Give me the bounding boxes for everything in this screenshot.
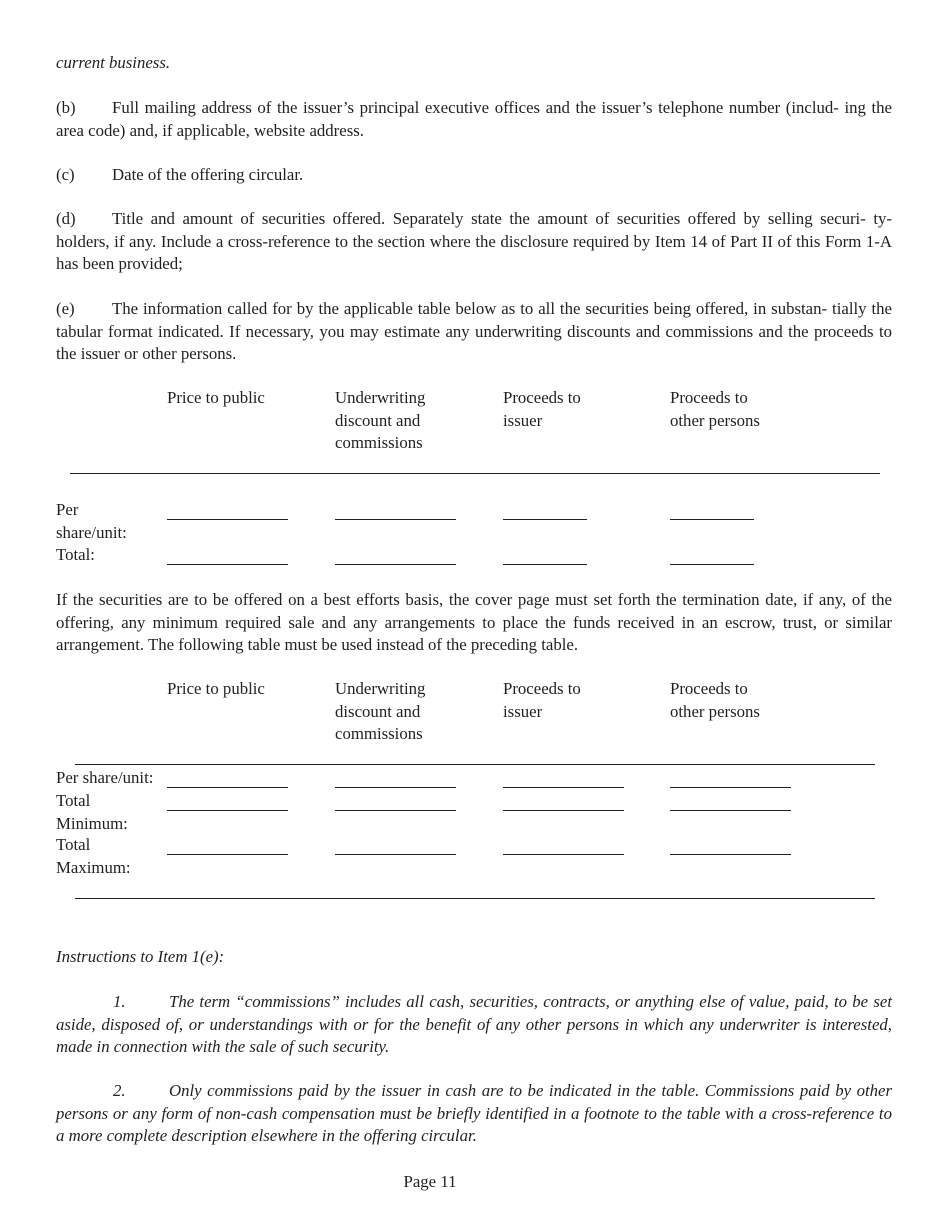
table1-rule — [70, 473, 880, 474]
table2-blank-r1-c4 — [670, 787, 791, 788]
item-b-text: Full mailing address of the issuer’s principal executive offices and the issuer’s telephone number (includ- ing the area code) and, if applicable, website address. — [56, 98, 892, 140]
item-d — [56, 208, 892, 276]
continuation-text: current business. — [56, 53, 171, 72]
table2-blank-r2-c3 — [503, 810, 624, 811]
table1-blank-r2-c1 — [167, 564, 288, 565]
table2-blank-r1-c2 — [335, 787, 456, 788]
table2-blank-r2-c1 — [167, 810, 288, 811]
table1-blank-r2-c3 — [503, 564, 587, 565]
instruction-1 — [56, 991, 892, 1059]
table2-blank-r3-c2 — [335, 854, 456, 855]
table1-blank-r1-c3 — [503, 519, 587, 520]
table2-blank-r1-c1 — [167, 787, 288, 788]
item-c-label: (c) — [56, 165, 75, 184]
table2-header-price: Price to public — [167, 679, 265, 698]
table2-blank-r3-c3 — [503, 854, 624, 855]
table2-rule-top — [75, 764, 875, 765]
item-d-label: (d) — [56, 209, 76, 228]
table2-row-total-minimum: Total Minimum: — [56, 791, 128, 833]
table1-header-proceeds-issuer: Proceeds to issuer — [503, 388, 581, 430]
item-e-label: (e) — [56, 299, 75, 318]
item-c-text: Date of the offering circular. — [112, 165, 304, 184]
item-c — [56, 164, 892, 187]
table1-row-per-share: Per share/unit: — [56, 500, 127, 542]
table1-blank-r2-c2 — [335, 564, 456, 565]
instruction-2-text: Only commissions paid by the issuer in cash are to be indicated in the table. Commissions paid by other persons or any form of non-cash compensation must be briefly identified in a footnote to the table with a cross-reference to a more complete description elsewhere in the offering circular. — [56, 1081, 892, 1145]
instruction-2 — [56, 1080, 892, 1148]
table2-header-proceeds-others: Proceeds to other persons — [670, 679, 760, 721]
table1-blank-r1-c1 — [167, 519, 288, 520]
table2-rule-bottom — [75, 898, 875, 899]
table2-blank-r3-c1 — [167, 854, 288, 855]
instruction-1-number: 1. — [113, 992, 126, 1011]
table1-header-proceeds-others: Proceeds to other persons — [670, 388, 760, 430]
item-b — [56, 97, 892, 142]
table1-blank-r1-c4 — [670, 519, 754, 520]
item-d-text: Title and amount of securities offered. Separately state the amount of securities offered by selling securi- ty- holders, if any. Include a cross-reference to the section where the disclosure required by Item 14 of Part II of this Form 1-A has been provided; — [56, 209, 892, 273]
table2-header-underwriting: Underwriting discount and commissions — [335, 679, 426, 743]
table1-header-underwriting: Underwriting discount and commissions — [335, 388, 426, 452]
item-e — [56, 298, 892, 366]
table1-header-price: Price to public — [167, 388, 265, 407]
instruction-2-number: 2. — [113, 1081, 126, 1100]
item-e-text: The information called for by the applicable table below as to all the securities being offered, in substan- tially the tabular format indicated. If necessary, you may estimate any underwriting discounts and commissions and the proceeds to the issuer or other persons. — [56, 299, 892, 363]
item-b-label: (b) — [56, 98, 76, 117]
table2-row-per-share: Per share/unit: — [56, 768, 154, 787]
table2-header-proceeds-issuer: Proceeds to issuer — [503, 679, 581, 721]
best-efforts-text: If the securities are to be offered on a best efforts basis, the cover page must set forth the termination date, if any, of the offering, any minimum required sale and any arrangements to place the funds received in an escrow, trust, or similar arrangement. The following table must be used instead of the preceding table. — [56, 590, 892, 654]
table1-blank-r1-c2 — [335, 519, 456, 520]
table1-row-total: Total: — [56, 545, 95, 564]
instructions-title: Instructions to Item 1(e): — [56, 947, 225, 966]
instruction-1-text: The term “commissions” includes all cash, securities, contracts, or anything else of value, paid, to be set aside, disposed of, or understandings with or for the benefit of any other persons in which any underwriter is interested, made in connection with the sale of such security. — [56, 992, 892, 1056]
table2-blank-r2-c4 — [670, 810, 791, 811]
table2-blank-r2-c2 — [335, 810, 456, 811]
table1-blank-r2-c4 — [670, 564, 754, 565]
table2-blank-r3-c4 — [670, 854, 791, 855]
page-number: Page 11 — [403, 1172, 457, 1191]
table2-blank-r1-c3 — [503, 787, 624, 788]
table2-row-total-maximum: Total Maximum: — [56, 835, 131, 877]
